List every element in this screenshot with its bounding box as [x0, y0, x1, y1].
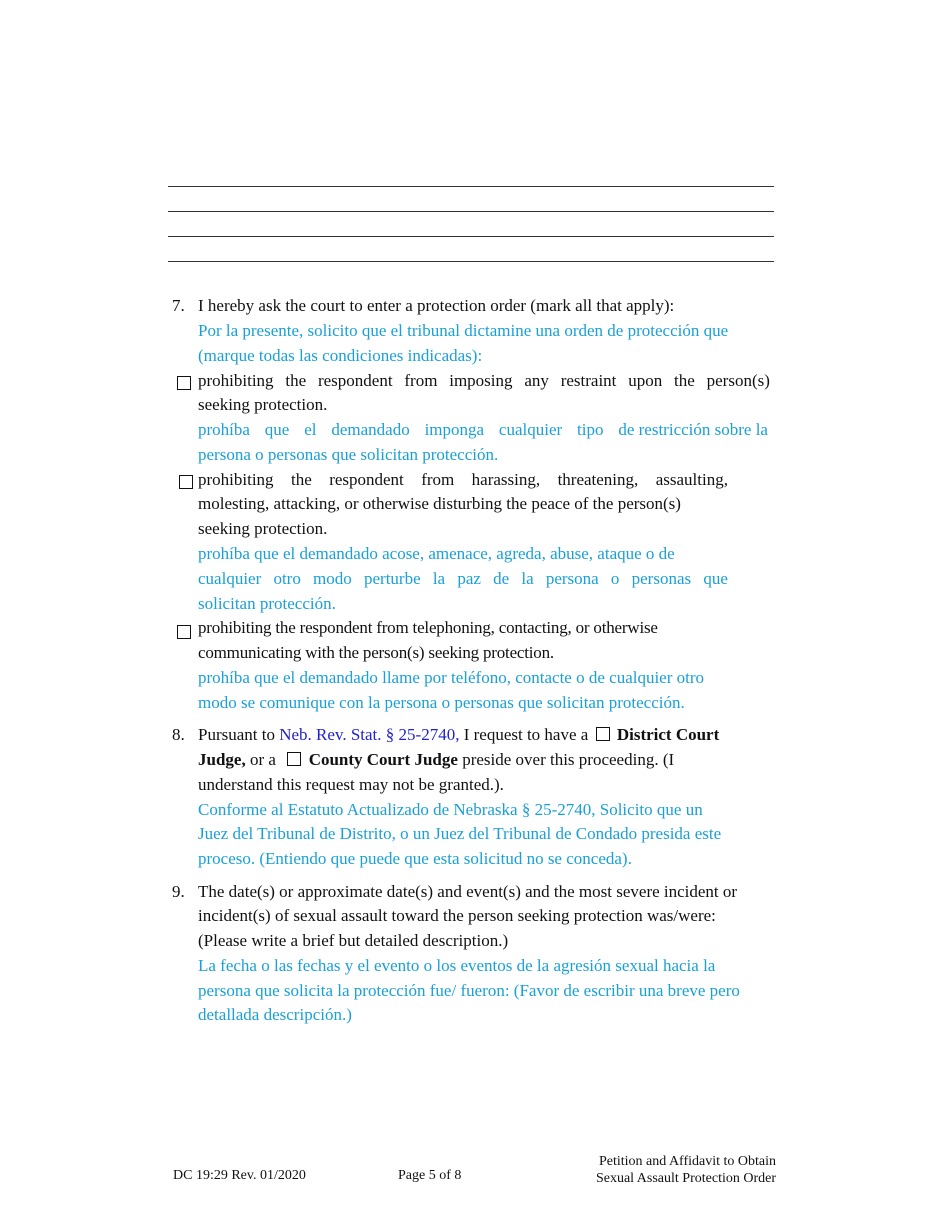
word: paz — [457, 569, 481, 588]
word: the — [290, 470, 312, 489]
word: de restricción sobre la — [618, 420, 768, 439]
option-restraint-es: persona o personas que solicitan protección. — [198, 445, 499, 464]
item-8-text: Pursuant to — [198, 725, 280, 744]
item-9-es: La fecha o las fechas y el evento o los eventos de la agresión sexual hacia la — [198, 956, 716, 975]
word: prohibiting — [198, 470, 274, 489]
item-8-es: proceso. (Entiendo que puede que esta solicitud no se conceda). — [198, 849, 632, 868]
item-8-es: Conforme al Estatuto Actualizado de Nebraska § 25-2740, Solicito que un — [198, 800, 703, 819]
option-telephoning-en: communicating with the person(s) seeking protection. — [198, 643, 554, 662]
word: respondent — [329, 470, 404, 489]
word: demandado — [331, 420, 410, 439]
option-telephoning-es: prohíba que el demandado llame por teléfono, contacte o de cualquier otro — [198, 668, 705, 687]
blank-answer-line[interactable] — [168, 211, 774, 212]
word: prohíba — [198, 420, 250, 439]
county-court-judge-checkbox[interactable] — [287, 752, 301, 766]
word: from — [404, 371, 438, 390]
word: imposing — [449, 371, 513, 390]
option-telephoning-checkbox[interactable] — [177, 625, 191, 639]
option-harassing-en — [198, 470, 728, 490]
word: modo — [313, 569, 352, 588]
word: the — [674, 371, 695, 390]
blank-answer-line[interactable] — [168, 236, 774, 237]
item-9-es: persona que solicita la protección fue/ fueron: (Favor de escribir una breve pero — [198, 981, 740, 1000]
word: o — [610, 569, 620, 588]
item-8-es: Juez del Tribunal de Distrito, o un Juez del Tribunal de Condado presida este — [198, 824, 722, 843]
item-9-en: The date(s) or approximate date(s) and event(s) and the most severe incident or — [198, 882, 738, 901]
footer-title: Petition and Affidavit to Obtain — [598, 1154, 776, 1169]
option-restraint-en: seeking protection. — [198, 395, 328, 414]
footer-form-id: DC 19:29 Rev. 01/2020 — [173, 1168, 306, 1183]
item-9-en: incident(s) of sexual assault toward the person seeking protection was/were: — [198, 906, 716, 925]
word: person(s) — [706, 371, 770, 390]
item-7-heading-en: I hereby ask the court to enter a protection order (mark all that apply): — [198, 296, 675, 315]
option-harassing-en: molesting, attacking, or otherwise disturbing the peace of the person(s) — [198, 494, 681, 513]
item-8-line-1 — [198, 725, 719, 745]
county-court-judge-label: County Court Judge — [308, 750, 458, 769]
word: threatening, — [557, 470, 639, 489]
blank-answer-line[interactable] — [168, 186, 774, 187]
item-7-number: 7. — [172, 296, 185, 315]
item-8-text: I request to have a — [459, 725, 593, 744]
option-restraint-es — [198, 420, 768, 440]
word: de — [493, 569, 510, 588]
word: que — [703, 569, 728, 588]
option-harassing-es: solicitan protección. — [198, 594, 336, 613]
item-7-heading-es: Por la presente, solicito que el tribunal dictamine una orden de protección que — [198, 321, 729, 340]
option-harassing-es: prohíba que el demandado acose, amenace, agreda, abuse, ataque o de — [198, 544, 675, 563]
item-9-number: 9. — [172, 882, 185, 901]
word: any — [524, 371, 549, 390]
item-8-text: or a — [245, 750, 281, 769]
option-harassing-es — [198, 569, 728, 589]
item-8-line-2 — [198, 750, 674, 770]
word: que — [264, 420, 290, 439]
option-telephoning-en: prohibiting the respondent from telephoning, contacting, or otherwise — [198, 618, 658, 637]
word: the — [285, 371, 307, 390]
word: la — [521, 569, 534, 588]
district-court-label: District Court — [616, 725, 720, 744]
option-restraint-checkbox[interactable] — [177, 376, 191, 390]
word: upon — [628, 371, 663, 390]
item-9-en: (Please write a brief but detailed description.) — [198, 931, 509, 950]
option-harassing-en: seeking protection. — [198, 519, 328, 538]
word: otro — [273, 569, 301, 588]
item-8-line-3: understand this request may not be granted.). — [198, 775, 504, 794]
option-restraint-en — [198, 371, 770, 391]
word: cualquier — [198, 569, 262, 588]
item-8-text: preside over this proceeding. (I — [457, 750, 675, 769]
footer-page-number: Page 5 of 8 — [398, 1168, 462, 1183]
word: persona — [545, 569, 599, 588]
word: imponga — [424, 420, 485, 439]
word: assaulting, — [655, 470, 728, 489]
item-9-es: detallada descripción.) — [198, 1005, 352, 1024]
word: harassing, — [471, 470, 541, 489]
blank-answer-line[interactable] — [168, 261, 774, 262]
option-telephoning-es: modo se comunique con la persona o personas que solicitan protección. — [198, 693, 685, 712]
word: respondent — [317, 371, 393, 390]
word: prohibiting — [198, 371, 274, 390]
word: cualquier — [498, 420, 563, 439]
item-8-number: 8. — [172, 725, 185, 744]
word: personas — [631, 569, 692, 588]
district-court-judge-checkbox[interactable] — [596, 727, 610, 741]
word: el — [304, 420, 317, 439]
word: from — [421, 470, 455, 489]
word: restraint — [560, 371, 617, 390]
footer-title: Sexual Assault Protection Order — [595, 1171, 776, 1186]
item-7-heading-es: (marque todas las condiciones indicadas): — [198, 346, 483, 365]
word: tipo — [577, 420, 604, 439]
statute-link[interactable]: Neb. Rev. Stat. § 25-2740, — [279, 725, 460, 744]
word: perturbe — [363, 569, 421, 588]
option-harassing-checkbox[interactable] — [179, 475, 193, 489]
judge-label: Judge, — [198, 750, 246, 769]
word: la — [432, 569, 446, 588]
